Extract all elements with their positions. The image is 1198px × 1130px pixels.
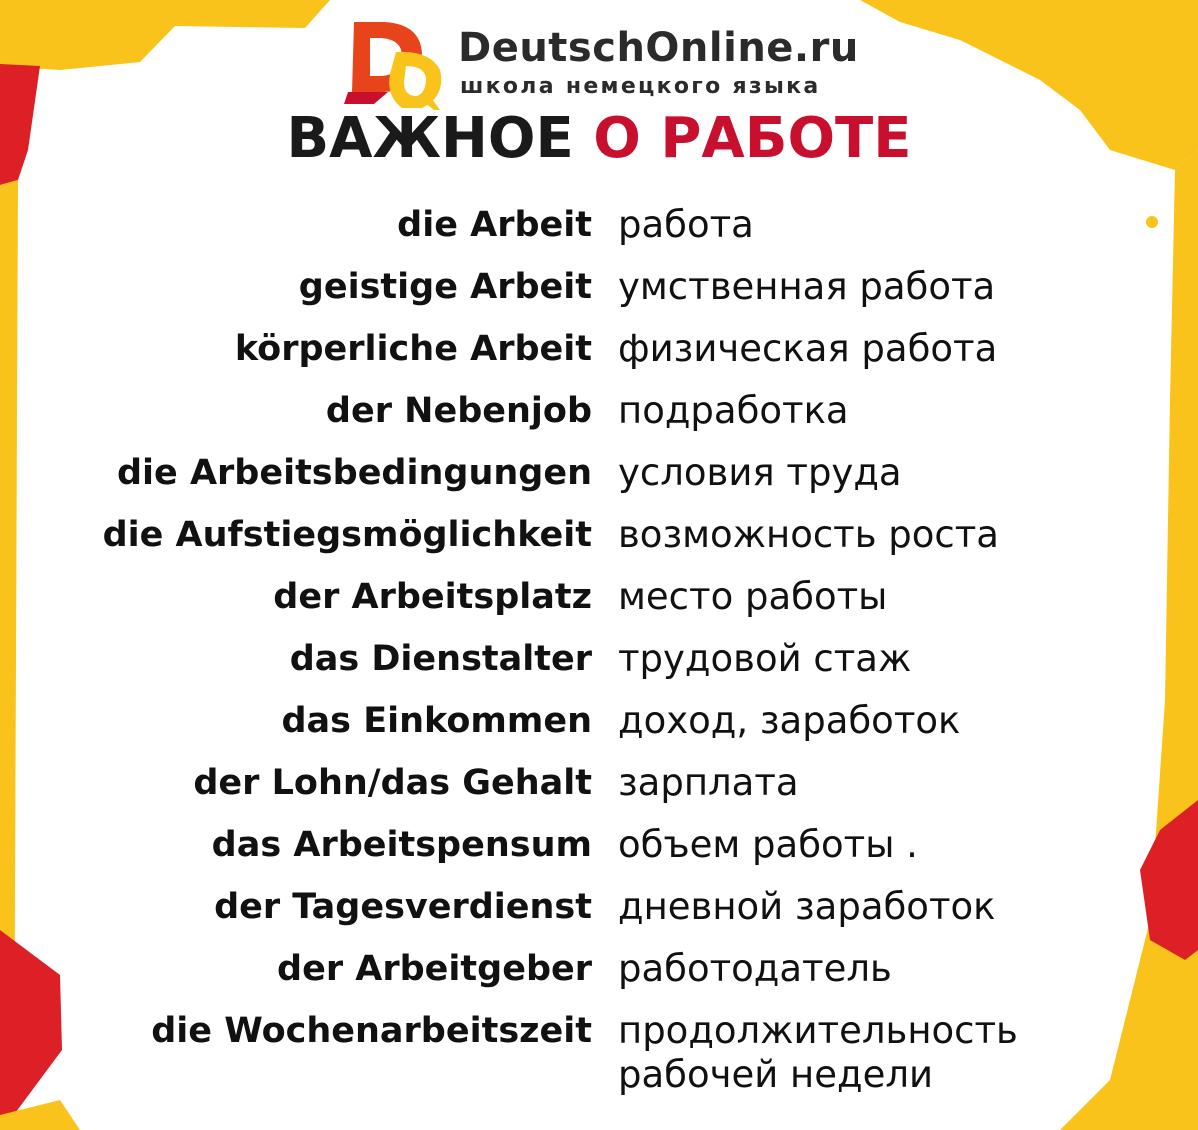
russian-translation: трудовой стаж [618,637,912,680]
title-part-1: ВАЖНОЕ [286,106,574,171]
vocab-row [0,690,1198,752]
russian-translation: объем работы . [618,823,918,866]
german-term: die Wochenarbeitszeit [151,1011,592,1051]
german-term: der Arbeitsplatz [273,577,592,617]
vocab-row [0,442,1198,504]
vocab-row [0,194,1198,256]
logo-name: DeutschOnline.ru [458,25,859,71]
vocab-row [0,752,1198,814]
german-term: das Arbeitspensum [211,825,592,865]
german-term: der Nebenjob [325,391,592,431]
title-part-2: О РАБОТЕ [593,106,912,171]
german-term: die Aufstiegsmöglichkeit [102,515,592,555]
logo [344,12,864,112]
russian-translation: работодатель [618,947,892,990]
russian-translation: возможность роста [618,513,999,556]
logo-tagline: школа немецкого языка [460,74,821,99]
russian-translation: зарплата [618,761,799,804]
russian-translation: подработка [618,389,849,432]
vocab-row [0,566,1198,628]
yellow-shape-top-left [0,0,330,70]
vocab-row [0,814,1198,876]
logo-mark-icon [344,12,450,110]
vocab-row [0,938,1198,1000]
russian-translation: доход, заработок [618,699,961,742]
german-term: das Dienstalter [289,639,592,679]
german-term: geistige Arbeit [298,267,592,307]
russian-translation: условия труда [618,451,902,494]
russian-translation: продолжительность рабочей недели [618,1009,1018,1096]
vocab-row [0,876,1198,938]
vocabulary-list [0,194,1198,1096]
russian-translation: дневной заработок [618,885,996,928]
german-term: das Einkommen [281,701,592,741]
page-title [0,104,1198,174]
german-term: körperliche Arbeit [234,329,592,369]
german-term: der Lohn/das Gehalt [193,763,592,803]
vocab-row [0,256,1198,318]
german-term: die Arbeit [397,205,592,245]
vocab-row [0,504,1198,566]
russian-translation: умственная работа [618,265,996,308]
vocab-row [0,380,1198,442]
vocab-row [0,628,1198,690]
german-term: die Arbeitsbedingungen [116,453,592,493]
russian-translation: работа [618,203,754,246]
german-term: der Tagesverdienst [214,887,592,927]
russian-translation: место работы [618,575,888,618]
vocab-row [0,318,1198,380]
german-term: der Arbeitgeber [277,949,592,989]
russian-translation: физическая работа [618,327,998,370]
vocab-row [0,1000,1198,1096]
